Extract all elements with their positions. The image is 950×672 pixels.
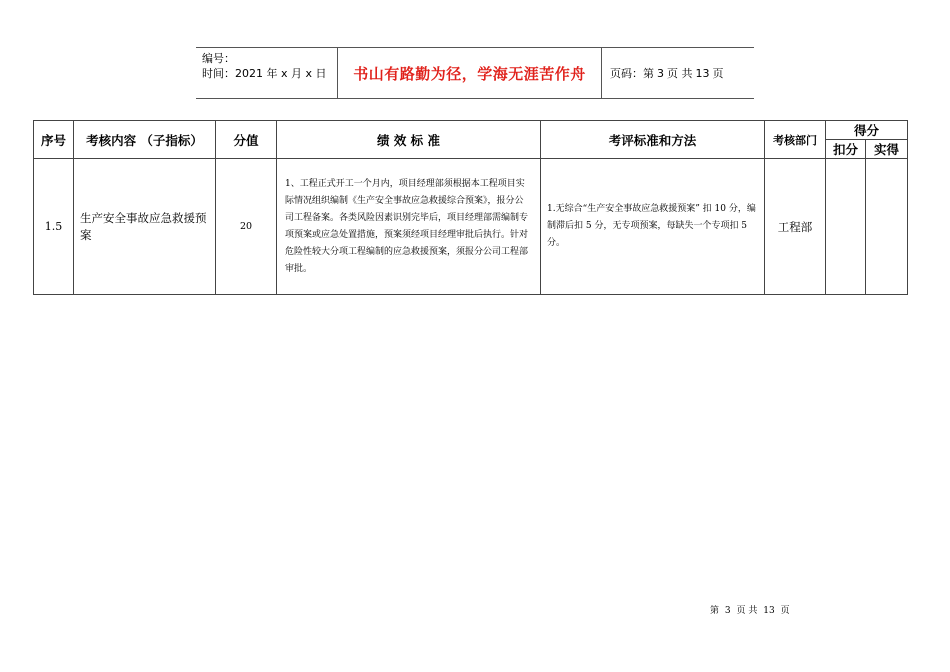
footer-prefix: 第 [710,606,720,616]
row-dept: 工程部 [765,159,826,295]
row-seq: 1.5 [34,159,74,295]
page-current: 3 [657,66,664,80]
footer-current: 3 [724,606,731,616]
page-mid: 页 共 [667,67,693,80]
header-dept: 考核部门 [765,121,826,159]
row-score: 20 [216,159,277,295]
header-actual: 实得 [866,140,908,159]
row-deduct [826,159,866,295]
page-prefix: 页码：第 [610,67,654,80]
header-standard: 绩 效 标 准 [277,121,541,159]
assessment-table [33,120,908,295]
page-suffix: 页 [712,67,724,80]
header-meta [196,48,338,98]
footer-suffix: 页 [780,606,790,616]
page-footer [710,603,793,616]
header-content: 考核内容 （子指标） [74,121,216,159]
header-points: 得分 [826,121,908,140]
header-deduct: 扣分 [826,140,866,159]
code-label: 编号： [202,52,235,65]
row-actual [866,159,908,295]
table-row [34,159,908,295]
row-method: 1.无综合“生产安全事故应急救援预案” 扣 10 分，编制滞后扣 5 分，无专项预案，每缺失一个专项扣 5 分。 [541,159,765,295]
header-seq: 序号 [34,121,74,159]
time-label: 时间：2021 年 x 月 x 日 [202,67,327,80]
row-content: 生产安全事故应急救援预案 [74,159,216,295]
row-standard: 1、工程正式开工一个月内，项目经理部须根据本工程项目实际情况组织编制《生产安全事故应急救援综合预案》，报分公司工程备案。各类风险因素识别完毕后，项目经理部需编制专项预案或应急处置措施，预案须经项目经理审批后执行。针对危险性较大分项工程编制的应急救援预案，须报分公司工程部审批。 [277,159,541,295]
header-method: 考评标准和方法 [541,121,765,159]
header-score: 分值 [216,121,277,159]
footer-total: 13 [763,606,775,616]
footer-mid: 页 共 [736,606,758,616]
header-page-info [602,48,754,98]
header-motto: 书山有路勤为径，学海无涯苦作舟 [338,48,602,98]
document-header [196,47,754,99]
page-total: 13 [695,66,710,80]
